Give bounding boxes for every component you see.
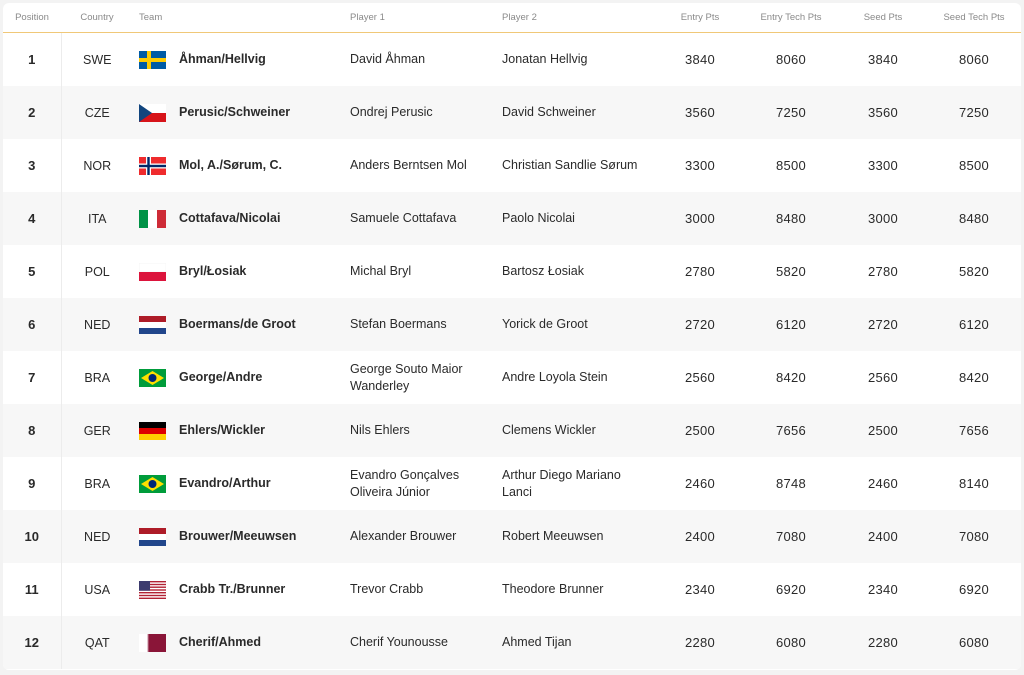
entry-tech-pts-cell: 8420	[775, 370, 807, 385]
seed-tech-pts-cell: 7080	[927, 510, 1021, 563]
player1-cell: Ondrej Perusic	[350, 86, 502, 139]
player1-cell: Samuele Cottafava	[350, 192, 502, 245]
table-row[interactable]	[3, 192, 1021, 245]
entry-tech-pts-cell: 7250	[743, 86, 839, 139]
team-name[interactable]: Mol, A./Sørum, C.	[179, 158, 283, 172]
seed-tech-pts-cell: 8140	[958, 476, 990, 491]
seed-pts-cell: 3560	[839, 86, 927, 139]
player2-cell: Christian Sandlie Sørum	[502, 158, 638, 172]
entry-pts-cell: 3000	[657, 192, 743, 245]
header-entry-pts[interactable]: Entry Pts	[657, 3, 743, 33]
czech-flag-icon	[139, 104, 166, 122]
table-row[interactable]	[3, 351, 1021, 404]
brazil-flag-icon	[139, 369, 166, 387]
country-cell: ITA	[61, 192, 133, 245]
player2-cell: Yorick de Groot	[502, 298, 657, 351]
country-cell: USA	[84, 582, 111, 597]
seed-pts-cell: 2460	[867, 476, 899, 491]
player1-cell: David Åhman	[350, 52, 426, 66]
seed-tech-pts-cell: 5820	[958, 264, 990, 279]
position-cell: 3	[3, 139, 61, 192]
entry-tech-pts-cell: 8500	[775, 158, 807, 173]
seed-tech-pts-cell: 7250	[927, 86, 1021, 139]
table-row[interactable]	[3, 33, 1021, 87]
seed-pts-cell: 2720	[839, 298, 927, 351]
team-cell[interactable]	[133, 616, 350, 669]
entry-pts-cell: 2780	[684, 264, 716, 279]
sweden-flag-icon	[139, 51, 166, 69]
player1-cell: Stefan Boermans	[350, 298, 502, 351]
position-cell: 10	[3, 510, 61, 563]
entry-pts-cell: 2340	[684, 582, 716, 597]
seed-tech-pts-cell: 6920	[958, 582, 990, 597]
player2-cell: Theodore Brunner	[502, 582, 604, 596]
entry-tech-pts-cell: 8480	[743, 192, 839, 245]
entry-pts-cell: 2560	[684, 370, 716, 385]
header-seed-pts[interactable]: Seed Pts	[839, 3, 927, 33]
team-cell[interactable]	[133, 510, 350, 563]
entry-tech-pts-cell: 8748	[775, 476, 807, 491]
position-cell: 12	[3, 616, 61, 669]
seed-pts-cell: 3000	[839, 192, 927, 245]
entry-pts-cell: 2280	[657, 616, 743, 669]
country-cell: GER	[61, 404, 133, 457]
entry-tech-pts-cell: 6080	[743, 616, 839, 669]
team-cell[interactable]	[133, 33, 350, 87]
header-position[interactable]: Position	[3, 3, 61, 33]
team-cell[interactable]	[133, 86, 350, 139]
seed-pts-cell: 2780	[867, 264, 899, 279]
team-cell[interactable]	[133, 404, 350, 457]
header-player2[interactable]: Player 2	[502, 3, 657, 33]
position-cell: 2	[3, 86, 61, 139]
player2-cell: Jonatan Hellvig	[502, 52, 588, 66]
player1-cell: Evandro Gonçalves Oliveira Júnior	[350, 467, 460, 499]
poland-flag-icon	[139, 263, 166, 281]
entry-pts-cell: 3560	[657, 86, 743, 139]
entry-tech-pts-cell: 5820	[775, 264, 807, 279]
table-row[interactable]	[3, 404, 1021, 457]
netherlands-flag-icon	[139, 316, 166, 334]
ranking-table	[3, 3, 1021, 669]
table-row[interactable]	[3, 139, 1021, 192]
player1-cell: Michal Bryl	[350, 264, 412, 278]
table-row[interactable]	[3, 245, 1021, 298]
country-cell: BRA	[84, 370, 111, 385]
team-name[interactable]: Perusic/Schweiner	[179, 105, 291, 119]
usa-flag-icon	[139, 581, 166, 599]
player1-cell: George Souto Maior Wanderley	[350, 361, 463, 393]
player1-cell: Cherif Younousse	[350, 616, 502, 669]
table-row[interactable]	[3, 457, 1021, 510]
team-name[interactable]: Crabb Tr./Brunner	[179, 582, 286, 596]
country-cell: QAT	[61, 616, 133, 669]
team-name[interactable]: Brouwer/Meeuwsen	[179, 529, 297, 543]
brazil-flag-icon	[139, 475, 166, 493]
seed-tech-pts-cell: 6120	[927, 298, 1021, 351]
player1-cell: Alexander Brouwer	[350, 510, 502, 563]
team-name[interactable]: Bryl/Łosiak	[179, 264, 247, 278]
seed-tech-pts-cell: 7656	[927, 404, 1021, 457]
table-row[interactable]	[3, 298, 1021, 351]
country-cell: SWE	[83, 52, 112, 67]
seed-tech-pts-cell: 6080	[927, 616, 1021, 669]
table-row[interactable]	[3, 510, 1021, 563]
position-cell: 9	[3, 457, 61, 510]
entry-pts-cell: 2720	[657, 298, 743, 351]
entry-pts-cell: 2400	[657, 510, 743, 563]
entry-tech-pts-cell: 7080	[743, 510, 839, 563]
player1-cell: Nils Ehlers	[350, 404, 502, 457]
norway-flag-icon	[139, 157, 166, 175]
table-header-row	[3, 3, 1021, 33]
team-name[interactable]: Evandro/Arthur	[179, 476, 271, 490]
country-cell: NED	[61, 298, 133, 351]
player2-cell: Paolo Nicolai	[502, 192, 657, 245]
seed-tech-pts-cell: 8500	[958, 158, 990, 173]
team-cell[interactable]	[133, 298, 350, 351]
seed-pts-cell: 2400	[839, 510, 927, 563]
qatar-flag-icon	[139, 634, 166, 652]
player2-cell: Arthur Diego Mariano Lanci	[502, 467, 621, 499]
entry-pts-cell: 3840	[684, 52, 716, 67]
team-cell[interactable]	[133, 245, 350, 298]
seed-pts-cell: 3840	[867, 52, 899, 67]
position-cell: 1	[3, 33, 61, 87]
country-cell: NED	[61, 510, 133, 563]
seed-tech-pts-cell: 8420	[958, 370, 990, 385]
entry-tech-pts-cell: 7656	[743, 404, 839, 457]
entry-tech-pts-cell: 6920	[775, 582, 807, 597]
team-name[interactable]: George/Andre	[179, 370, 263, 384]
team-cell[interactable]	[133, 192, 350, 245]
position-cell: 5	[3, 245, 61, 298]
seed-pts-cell: 2280	[839, 616, 927, 669]
seed-pts-cell: 3300	[867, 158, 899, 173]
player2-cell: David Schweiner	[502, 86, 657, 139]
seed-pts-cell: 2560	[867, 370, 899, 385]
header-seed-tech-pts[interactable]: Seed Tech Pts	[927, 3, 1021, 33]
team-name[interactable]: Boermans/de Groot	[179, 317, 296, 331]
team-cell[interactable]	[133, 139, 350, 192]
position-cell: 7	[3, 351, 61, 404]
team-cell[interactable]	[133, 457, 350, 510]
entry-tech-pts-cell: 8060	[775, 52, 807, 67]
team-name[interactable]: Cottafava/Nicolai	[179, 211, 281, 225]
country-cell: BRA	[84, 476, 111, 491]
header-country[interactable]: Country	[61, 3, 133, 33]
player2-cell: Andre Loyola Stein	[502, 370, 608, 384]
table-row[interactable]	[3, 86, 1021, 139]
player2-cell: Ahmed Tijan	[502, 616, 657, 669]
netherlands-flag-icon	[139, 528, 166, 546]
position-cell: 4	[3, 192, 61, 245]
header-team[interactable]: Team	[133, 3, 350, 33]
team-cell[interactable]	[133, 351, 350, 404]
player2-cell: Bartosz Łosiak	[502, 264, 584, 278]
entry-tech-pts-cell: 6120	[743, 298, 839, 351]
country-cell: CZE	[61, 86, 133, 139]
team-name[interactable]: Ehlers/Wickler	[179, 423, 266, 437]
germany-flag-icon	[139, 422, 166, 440]
seed-tech-pts-cell: 8480	[927, 192, 1021, 245]
table-row[interactable]	[3, 563, 1021, 616]
player1-cell: Anders Berntsen Mol	[350, 158, 467, 172]
position-cell: 6	[3, 298, 61, 351]
header-entry-tech-pts[interactable]: Entry Tech Pts	[743, 3, 839, 33]
player2-cell: Robert Meeuwsen	[502, 510, 657, 563]
player2-cell: Clemens Wickler	[502, 404, 657, 457]
position-cell: 8	[3, 404, 61, 457]
team-name[interactable]: Cherif/Ahmed	[179, 635, 261, 649]
seed-pts-cell: 2500	[839, 404, 927, 457]
table-row[interactable]	[3, 616, 1021, 669]
ranking-table-card	[3, 3, 1021, 670]
entry-pts-cell: 2460	[684, 476, 716, 491]
entry-pts-cell: 3300	[684, 158, 716, 173]
seed-pts-cell: 2340	[867, 582, 899, 597]
country-cell: POL	[84, 264, 110, 279]
seed-tech-pts-cell: 8060	[958, 52, 990, 67]
team-cell[interactable]	[133, 563, 350, 616]
country-cell: NOR	[83, 158, 112, 173]
italy-flag-icon	[139, 210, 166, 228]
entry-pts-cell: 2500	[657, 404, 743, 457]
header-player1[interactable]: Player 1	[350, 3, 502, 33]
player1-cell: Trevor Crabb	[350, 582, 424, 596]
team-name[interactable]: Åhman/Hellvig	[179, 52, 266, 66]
position-cell: 11	[3, 563, 61, 616]
